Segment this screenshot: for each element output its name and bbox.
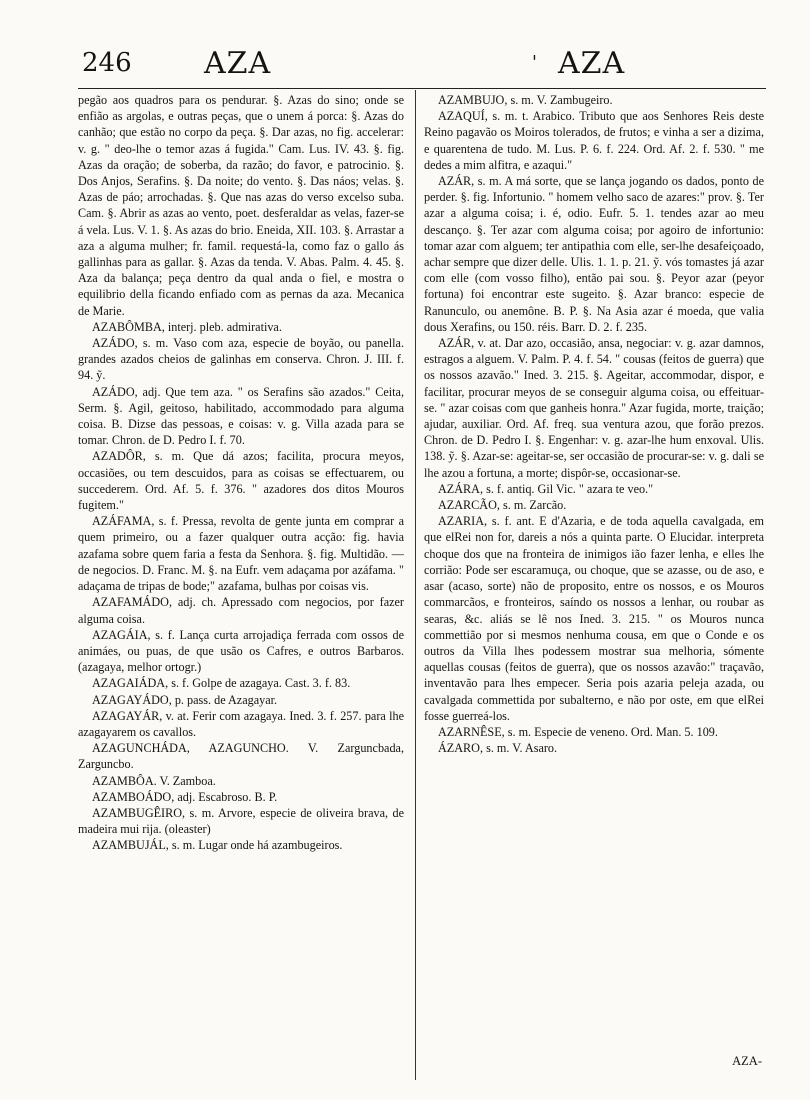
right-running-title: AZA [558,46,626,81]
entry: AZAFAMÁDO, adj. ch. Apressado com negocios, por fazer alguma coisa. [78,595,404,626]
entry: AZAMBUGÊIRO, s. m. Arvore, especie de oliveira brava, de madeira mui rija. (oleaster) [78,805,404,837]
entry: AZAGAIÁDA, s. f. Golpe de azagaya. Cast. 3. f. 83. [92,676,351,691]
header-rule [78,88,766,89]
left-running-title: AZA [204,46,272,81]
entry: pegão aos quadros para os pendurar. §. Azas do sino; onde se enfião as argolas, e outras peças, que o unem á porca: §. Azas do canhão; que estão no corpo da peça. §. Dar azas, no fig. accelerar: v. g. " deo-lhe o temor azas á fugida." Cam. Lus. IV. 43. §. fig. Azas da oração; de soberba, da razão; do favor, e patrocinio. §. Dos Anjos, Serafins. §. Da noite; do vento. §. Das náos; velas. §. Azas de páo; arrochadas. §. Que nas azas do verso excelso suba. Cam. §. Abrir as azas ao vento, poet. desferaldar as velas, fazer-se á vela. Lus. V. 1. §. As azas do brio. Eneida, XII. 103. §. Arrastar a aza a alguma mulher; fr. famil. requestá-la, como faz o gallo ás gallinhas para as gallar. §. Azas da tenda. V. Abas. Palm. 4. 45. §. Aza da balança; peça dentro da qual anda o fiel, e mostra o equilibrio della ficando enfiado com as pernas da aza. Mecanica de Marie. [78,93,404,318]
page-header [82,46,760,86]
entry: AZÁRA, s. f. antiq. Gil Vic. " azara te veo." [438,481,654,496]
entry: AZAMBOÁDO, adj. Escabroso. B. P. [92,789,278,804]
entry: AZÁR, v. at. Dar azo, occasião, ansa, negociar: v. g. azar damnos, estragos a alguem. V. Palm. P. 4. f. 54. " cousas (feitos de guerra) que os nossos azavão." Ined. 3. 215. §. Ageitar, accommodar, dispor, e facilitar, procurar meyos de se conseguir alguma coisa, ou effeituar-se. " azar coisas com que ganheis honra." Azar fugida, morte, traição; ajudar, auxiliar. Ord. Af. freq. sua ventura azou, que forão prezos. Chron. de D. Pedro I. §. Engenhar: v. g. azar-lhe hum enxoval. Ulis. 138. ỹ. §. Azar-se: ageitar-se, ser occasião de procurar-se: v. g. dali se lhe azou a fortuna, a morte; dispôr-se, occasionar-se. [424,336,764,480]
entry: AZAGAYÁR, v. at. Ferir com azagaya. Ined. 3. f. 257. para lhe azagayarem os cavallos. [78,708,404,739]
header-mark: ' [532,52,537,73]
entry: AZÁFAMA, s. f. Pressa, revolta de gente junta em comprar a quem primeiro, ou a fazer qualquer outra acção: fig. havia azafama sobre quem faria a festa da Senhora. §. fig. Multidão. — de negocios. D. Franc. M. §. na Eufr. vem adaçama por azáfama. " adaçama de tripas de bode;" azafama, bulhas por coisas vis. [78,514,404,594]
catchword: AZA- [732,1054,762,1068]
entry: ÁZARO, s. m. V. Asaro. [438,741,558,756]
entry: AZARCÃO, s. m. Zarcão. [438,498,567,513]
entry: AZAQUÍ, s. m. t. Arabico. Tributo que aos Senhores Reis deste Reino pagavão os Moiros tolerados, de frutos; e vinha a ser a dizima, e quarentena de tudo. M. Lus. P. 6. f. 224. Ord. Af. 2. f. 530. " me dedes a mim alfitra, e azaqui." [424,109,764,172]
page-number: 246 [82,48,132,78]
entry: AZAGAYÁDO, p. pass. de Azagayar. [92,692,278,707]
entry: AZADÔR, s. m. Que dá azos; facilita, procura meyos, occasiões, ou tem descuidos, para as coisas se effectuarem, ou succederem. Ord. Af. 5. f. 376. " azadores dos ditos Mouros fugitem." [78,449,404,513]
left-column [78,92,404,854]
entry: AZAGUNCHÁDA, AZAGUNCHO. V. Zarguncbada, Zarguncbo. [78,741,404,772]
entry: AZAGÁIA, s. f. Lança curta arrojadiça ferrada com ossos de animáes, ou puas, de que usão os Cafres, e outros Barbaros. (azagaya, melhor ortogr.) [78,627,404,675]
entry: AZAMBUJÁL, s. m. Lugar onde há azambugeiros. [92,838,343,853]
right-column [424,92,764,756]
entry: AZARIA, s. f. ant. E d'Azaria, e de toda aquella cavalgada, em que elRei non for, dareis a nós a quinta parte. O Elucidar. interpreta choque dos que na fronteira de inimigos ião fazer lenha, e elles lhe corrião: Pode ser escaramuça, ou choque, que se azasse, ou de aso, e asar (acaso, sorte) não de proposito, entre os nossos, e os Mouros commarcãos, e fronteiros, saíndo os nossos a lenhar, ou roubar as searas, &c. aliás se lê nos Ined. 3. 215. " os Mouros nunca commettião por si mesmos nenhuma cousa, em que o Conde e os outros da Villa lhes podessem mostrar sua melhoria, sómente aquellas cousas (feitos de guerra), que os nossos azavão:" traçavão, inventavão para lhes empecer. Seria pois azaria peleja azada, ou cavalgada commettida por subalterno, e não por oste, em que elRei fosse guerreá-los. [424,514,764,723]
entry: AZABÔMBA, interj. pleb. admirativa. [92,319,282,334]
entry: AZAMBÔA. V. Zamboa. [92,773,216,788]
entry: AZARNÊSE, s. m. Especie de veneno. Ord. Man. 5. 109. [438,724,718,739]
entry: AZÁDO, s. m. Vaso com aza, especie de boyão, ou panella. grandes azados cheios de galinhas em conserva. Chron. J. III. f. 94. ỹ. [78,336,404,383]
entry: AZÁR, s. m. A má sorte, que se lança jogando os dados, ponto de perder. §. fig. Infortunio. " homem velho saco de azares:" prov. §. Ter azar a alguma coisa; i. é, odio. Eufr. 5. 1. tendes azar ao meu descanço. §. Ter azar com alguma coisa; por agoiro de infortunio: tomar azar com alguem; ter antipathia com elle, ser-lhe desafeiçoado, achar sempre que dizer delle. Ulis. 1. 1. p. 21. ỹ. vós tomastes já azar com elle (com vosso filho), então pai sou. §. Peyor azar (peyor fortuna) foi encontrar este sugeito. §. Azar branco: especie de Ranunculo, ou anemône. B. P. §. Na Asia azar é moeda, que valia dous Xerafins, ou 150. réis. Barr. D. 2. f. 235. [424,174,764,334]
column-divider [415,90,416,1080]
entry: AZAMBUJO, s. m. V. Zambugeiro. [438,93,613,107]
entry: AZÁDO, adj. Que tem aza. " os Serafins são azados." Ceita, Serm. §. Agil, geitoso, habilitado, accommodado para alguma coisa. B. Dizse das pessoas, e coisas: v. g. Villa azada para se tomar. Chron. de D. Pedro I. f. 70. [78,384,404,448]
